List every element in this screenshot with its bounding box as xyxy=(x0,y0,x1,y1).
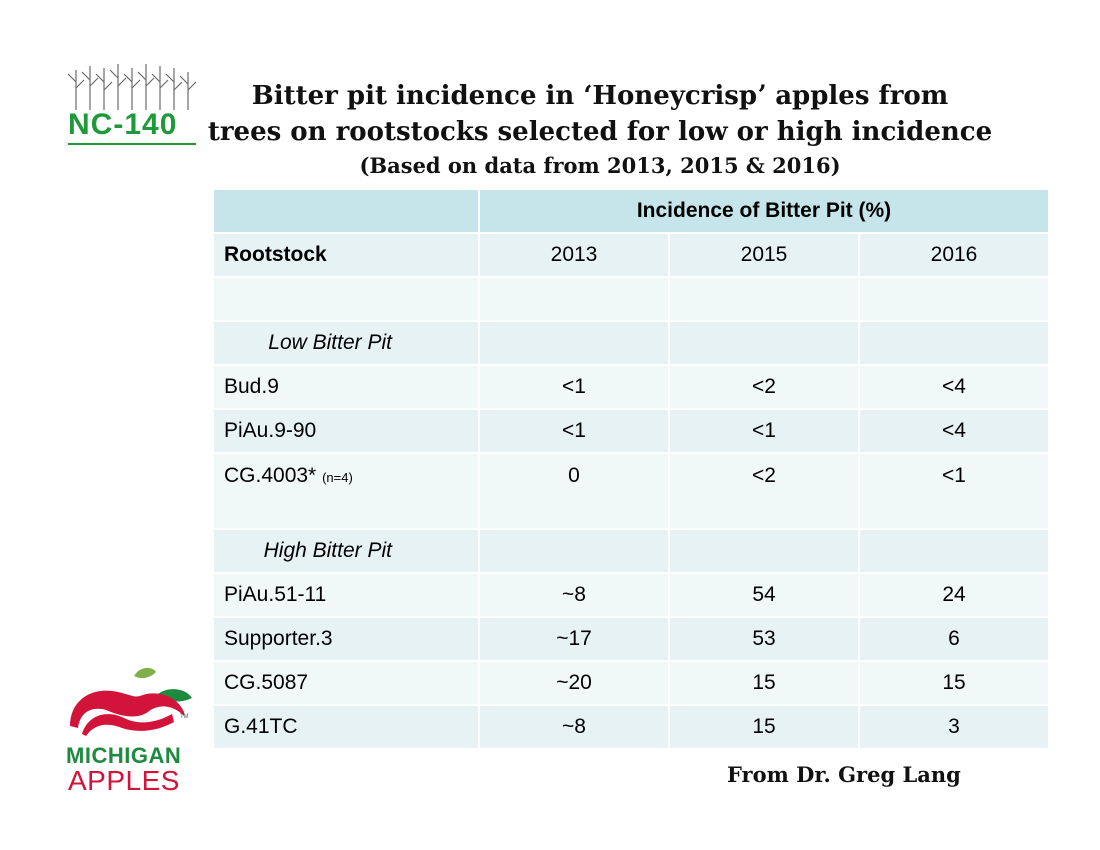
col-year-header: 2016 xyxy=(860,234,1048,276)
title-line-2: trees on rootstocks selected for low or high incidence xyxy=(207,117,993,147)
michigan-apples-line-2: APPLES xyxy=(68,765,180,796)
value-2016: 24 xyxy=(860,574,1048,616)
rootstock-cell xyxy=(214,454,478,528)
slide-title xyxy=(200,78,1000,182)
nc140-logo-text: NC-140 xyxy=(68,108,178,141)
table-row xyxy=(214,706,1048,748)
low-section-row xyxy=(214,322,1048,364)
header-span-cell: Incidence of Bitter Pit (%) xyxy=(480,190,1048,232)
table-row xyxy=(214,454,1048,528)
value-2016: 3 xyxy=(860,706,1048,748)
col-year-header: 2015 xyxy=(670,234,858,276)
table-row xyxy=(214,662,1048,704)
svg-text:TM: TM xyxy=(180,714,189,720)
value-2015: 54 xyxy=(670,574,858,616)
michigan-apples-line-1: MICHIGAN xyxy=(66,743,182,768)
bitter-pit-table xyxy=(212,188,1050,750)
value-2016: <4 xyxy=(860,410,1048,452)
spacer-row xyxy=(214,278,1048,320)
table-row xyxy=(214,410,1048,452)
value-2015: <1 xyxy=(670,410,858,452)
value-2016: 15 xyxy=(860,662,1048,704)
value-2015: <2 xyxy=(670,454,858,528)
col-rootstock-header: Rootstock xyxy=(214,234,478,276)
value-2015: <2 xyxy=(670,366,858,408)
value-2016: <1 xyxy=(860,454,1048,528)
table-row xyxy=(214,618,1048,660)
rootstock-name: PiAu.51-11 xyxy=(214,574,478,616)
value-2013: <1 xyxy=(480,366,668,408)
value-2013: ~8 xyxy=(480,706,668,748)
value-2015: 53 xyxy=(670,618,858,660)
column-header-row xyxy=(214,234,1048,276)
sample-size-note: (n=4) xyxy=(322,470,353,485)
title-line-1: Bitter pit incidence in ʻHoneycrispʼ apples from xyxy=(251,81,949,111)
table-header-row xyxy=(214,190,1048,232)
rootstock-name: Supporter.3 xyxy=(214,618,478,660)
value-2013: ~8 xyxy=(480,574,668,616)
rootstock-name: G.41TC xyxy=(214,706,478,748)
value-2013: 0 xyxy=(480,454,668,528)
rootstock-name: PiAu.9-90 xyxy=(214,410,478,452)
low-bitter-pit-label: Low Bitter Pit xyxy=(214,322,478,364)
col-year-header: 2013 xyxy=(480,234,668,276)
high-section-row xyxy=(214,530,1048,572)
value-2013: ~20 xyxy=(480,662,668,704)
value-2013: <1 xyxy=(480,410,668,452)
rootstock-name: Bud.9 xyxy=(214,366,478,408)
credit-text: From Dr. Greg Lang xyxy=(727,762,961,787)
value-2013: ~17 xyxy=(480,618,668,660)
title-subtitle: (Based on data from 2013, 2015 & 2016) xyxy=(359,153,841,178)
value-2015: 15 xyxy=(670,706,858,748)
value-2016: 6 xyxy=(860,618,1048,660)
table-row xyxy=(214,574,1048,616)
header-empty-cell xyxy=(214,190,478,232)
table-row xyxy=(214,366,1048,408)
value-2016: <4 xyxy=(860,366,1048,408)
high-bitter-pit-label: High Bitter Pit xyxy=(214,530,478,572)
rootstock-name: CG.5087 xyxy=(214,662,478,704)
rootstock-name: CG.4003* xyxy=(224,464,317,487)
value-2015: 15 xyxy=(670,662,858,704)
